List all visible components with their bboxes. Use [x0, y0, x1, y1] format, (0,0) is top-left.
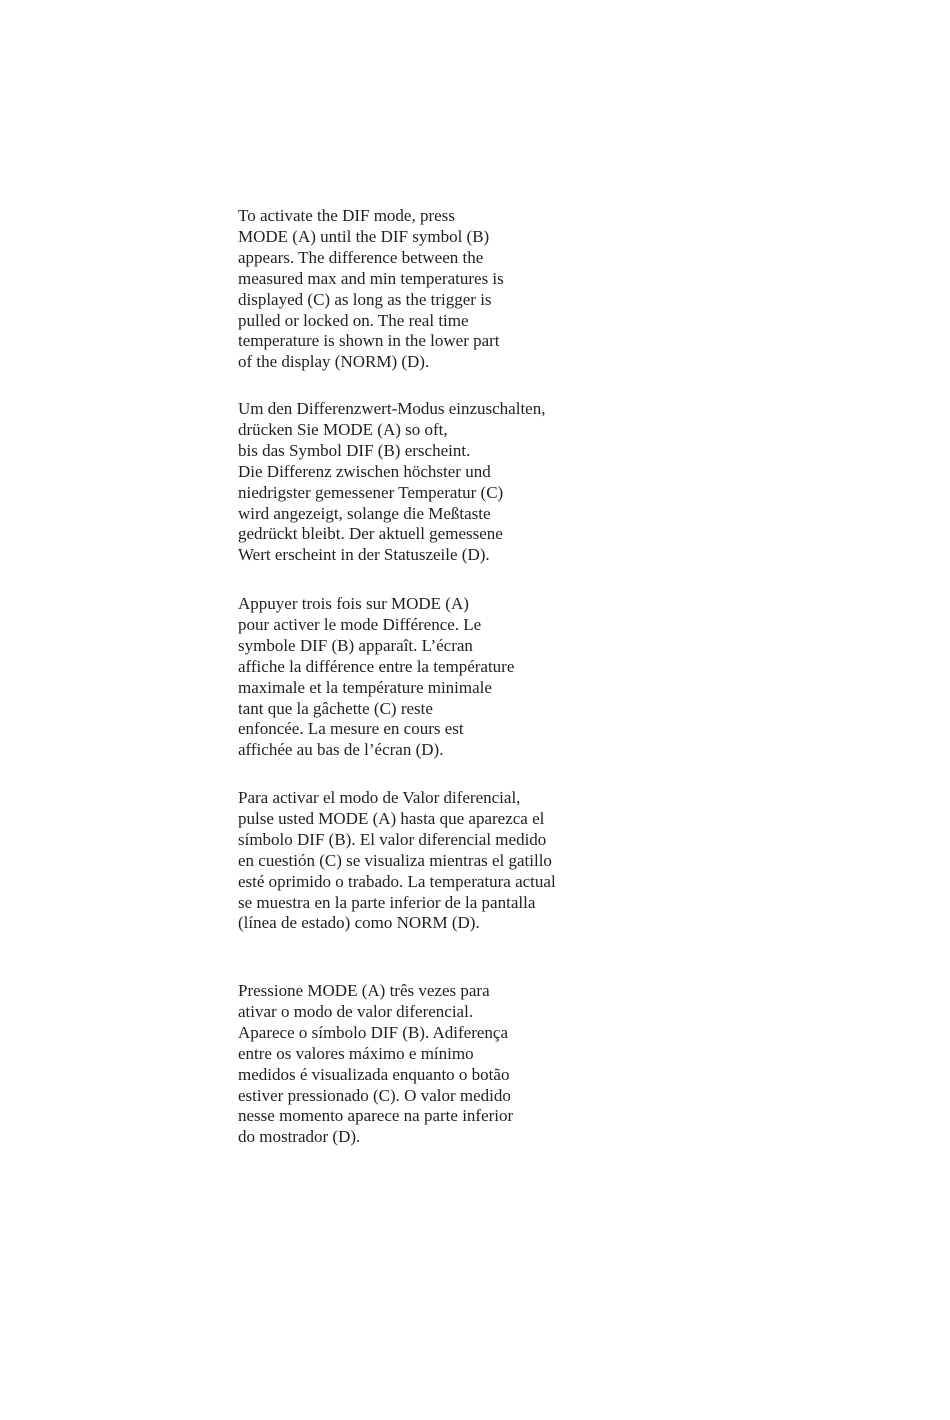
- text-line: Appuyer trois fois sur MODE (A): [238, 594, 469, 613]
- text-line: en cuestión (C) se visualiza mientras el gatillo: [238, 850, 552, 870]
- text-line: wird angezeigt, solange die Meßtaste: [238, 503, 491, 523]
- text-line: medidos é visualizada enquanto o botão: [238, 1064, 510, 1084]
- text-line: entre os valores máximo e mínimo: [238, 1043, 474, 1063]
- text-line: bis das Symbol DIF (B) erscheint.: [238, 440, 471, 460]
- text-line: affichée au bas de l’écran (D).: [238, 740, 444, 760]
- text-line: do mostrador (D).: [238, 1127, 361, 1147]
- text-line: MODE (A) until the DIF symbol (B): [238, 226, 490, 246]
- text-line: Pressione MODE (A) três vezes para: [238, 981, 490, 1000]
- text-line: nesse momento aparece na parte inferior: [238, 1106, 514, 1126]
- text-line: tant que la gâchette (C) reste: [238, 698, 433, 718]
- text-line: Die Differenz zwischen höchster und: [238, 461, 491, 481]
- text-line: enfoncée. La mesure en cours est: [238, 719, 464, 739]
- text-line: of the display (NORM) (D).: [238, 352, 430, 372]
- paragraph-german: [238, 399, 545, 566]
- text-line: To activate the DIF mode, press: [238, 206, 455, 225]
- paragraph-french: [238, 594, 514, 761]
- text-line: measured max and min temperatures is: [238, 268, 504, 288]
- text-line: niedrigster gemessener Temperatur (C): [238, 482, 504, 502]
- text-line: ativar o modo de valor diferencial.: [238, 1001, 474, 1021]
- text-line: se muestra en la parte inferior de la pantalla: [238, 892, 536, 912]
- text-line: gedrückt bleibt. Der aktuell gemessene: [238, 524, 503, 544]
- text-line: affiche la différence entre la température: [238, 656, 515, 676]
- text-line: symbole DIF (B) apparaît. L’écran: [238, 635, 473, 655]
- text-line: Aparece o símbolo DIF (B). Adiferença: [238, 1022, 509, 1042]
- text-line: Wert erscheint in der Statuszeile (D).: [238, 545, 490, 565]
- text-line: pulse usted MODE (A) hasta que aparezca el: [238, 808, 545, 828]
- text-line: Para activar el modo de Valor diferencial,: [238, 788, 521, 807]
- text-line: pour activer le mode Différence. Le: [238, 614, 482, 634]
- text-line: Um den Differenzwert-Modus einzuschalten,: [238, 399, 546, 418]
- text-line: símbolo DIF (B). El valor diferencial medido: [238, 829, 547, 849]
- text-line: displayed (C) as long as the trigger is: [238, 289, 492, 309]
- text-line: pulled or locked on. The real time: [238, 310, 469, 330]
- text-line: temperature is shown in the lower part: [238, 331, 500, 351]
- text-line: maximale et la température minimale: [238, 677, 492, 697]
- text-line: drücken Sie MODE (A) so oft,: [238, 419, 448, 439]
- paragraph-spanish: [238, 788, 556, 934]
- text-line: esté oprimido o trabado. La temperatura actual: [238, 871, 556, 891]
- text-line: (línea de estado) como NORM (D).: [238, 913, 480, 933]
- paragraph-english: [238, 206, 504, 373]
- text-line: appears. The difference between the: [238, 247, 484, 267]
- paragraph-portuguese: [238, 981, 513, 1148]
- text-line: estiver pressionado (C). O valor medido: [238, 1085, 511, 1105]
